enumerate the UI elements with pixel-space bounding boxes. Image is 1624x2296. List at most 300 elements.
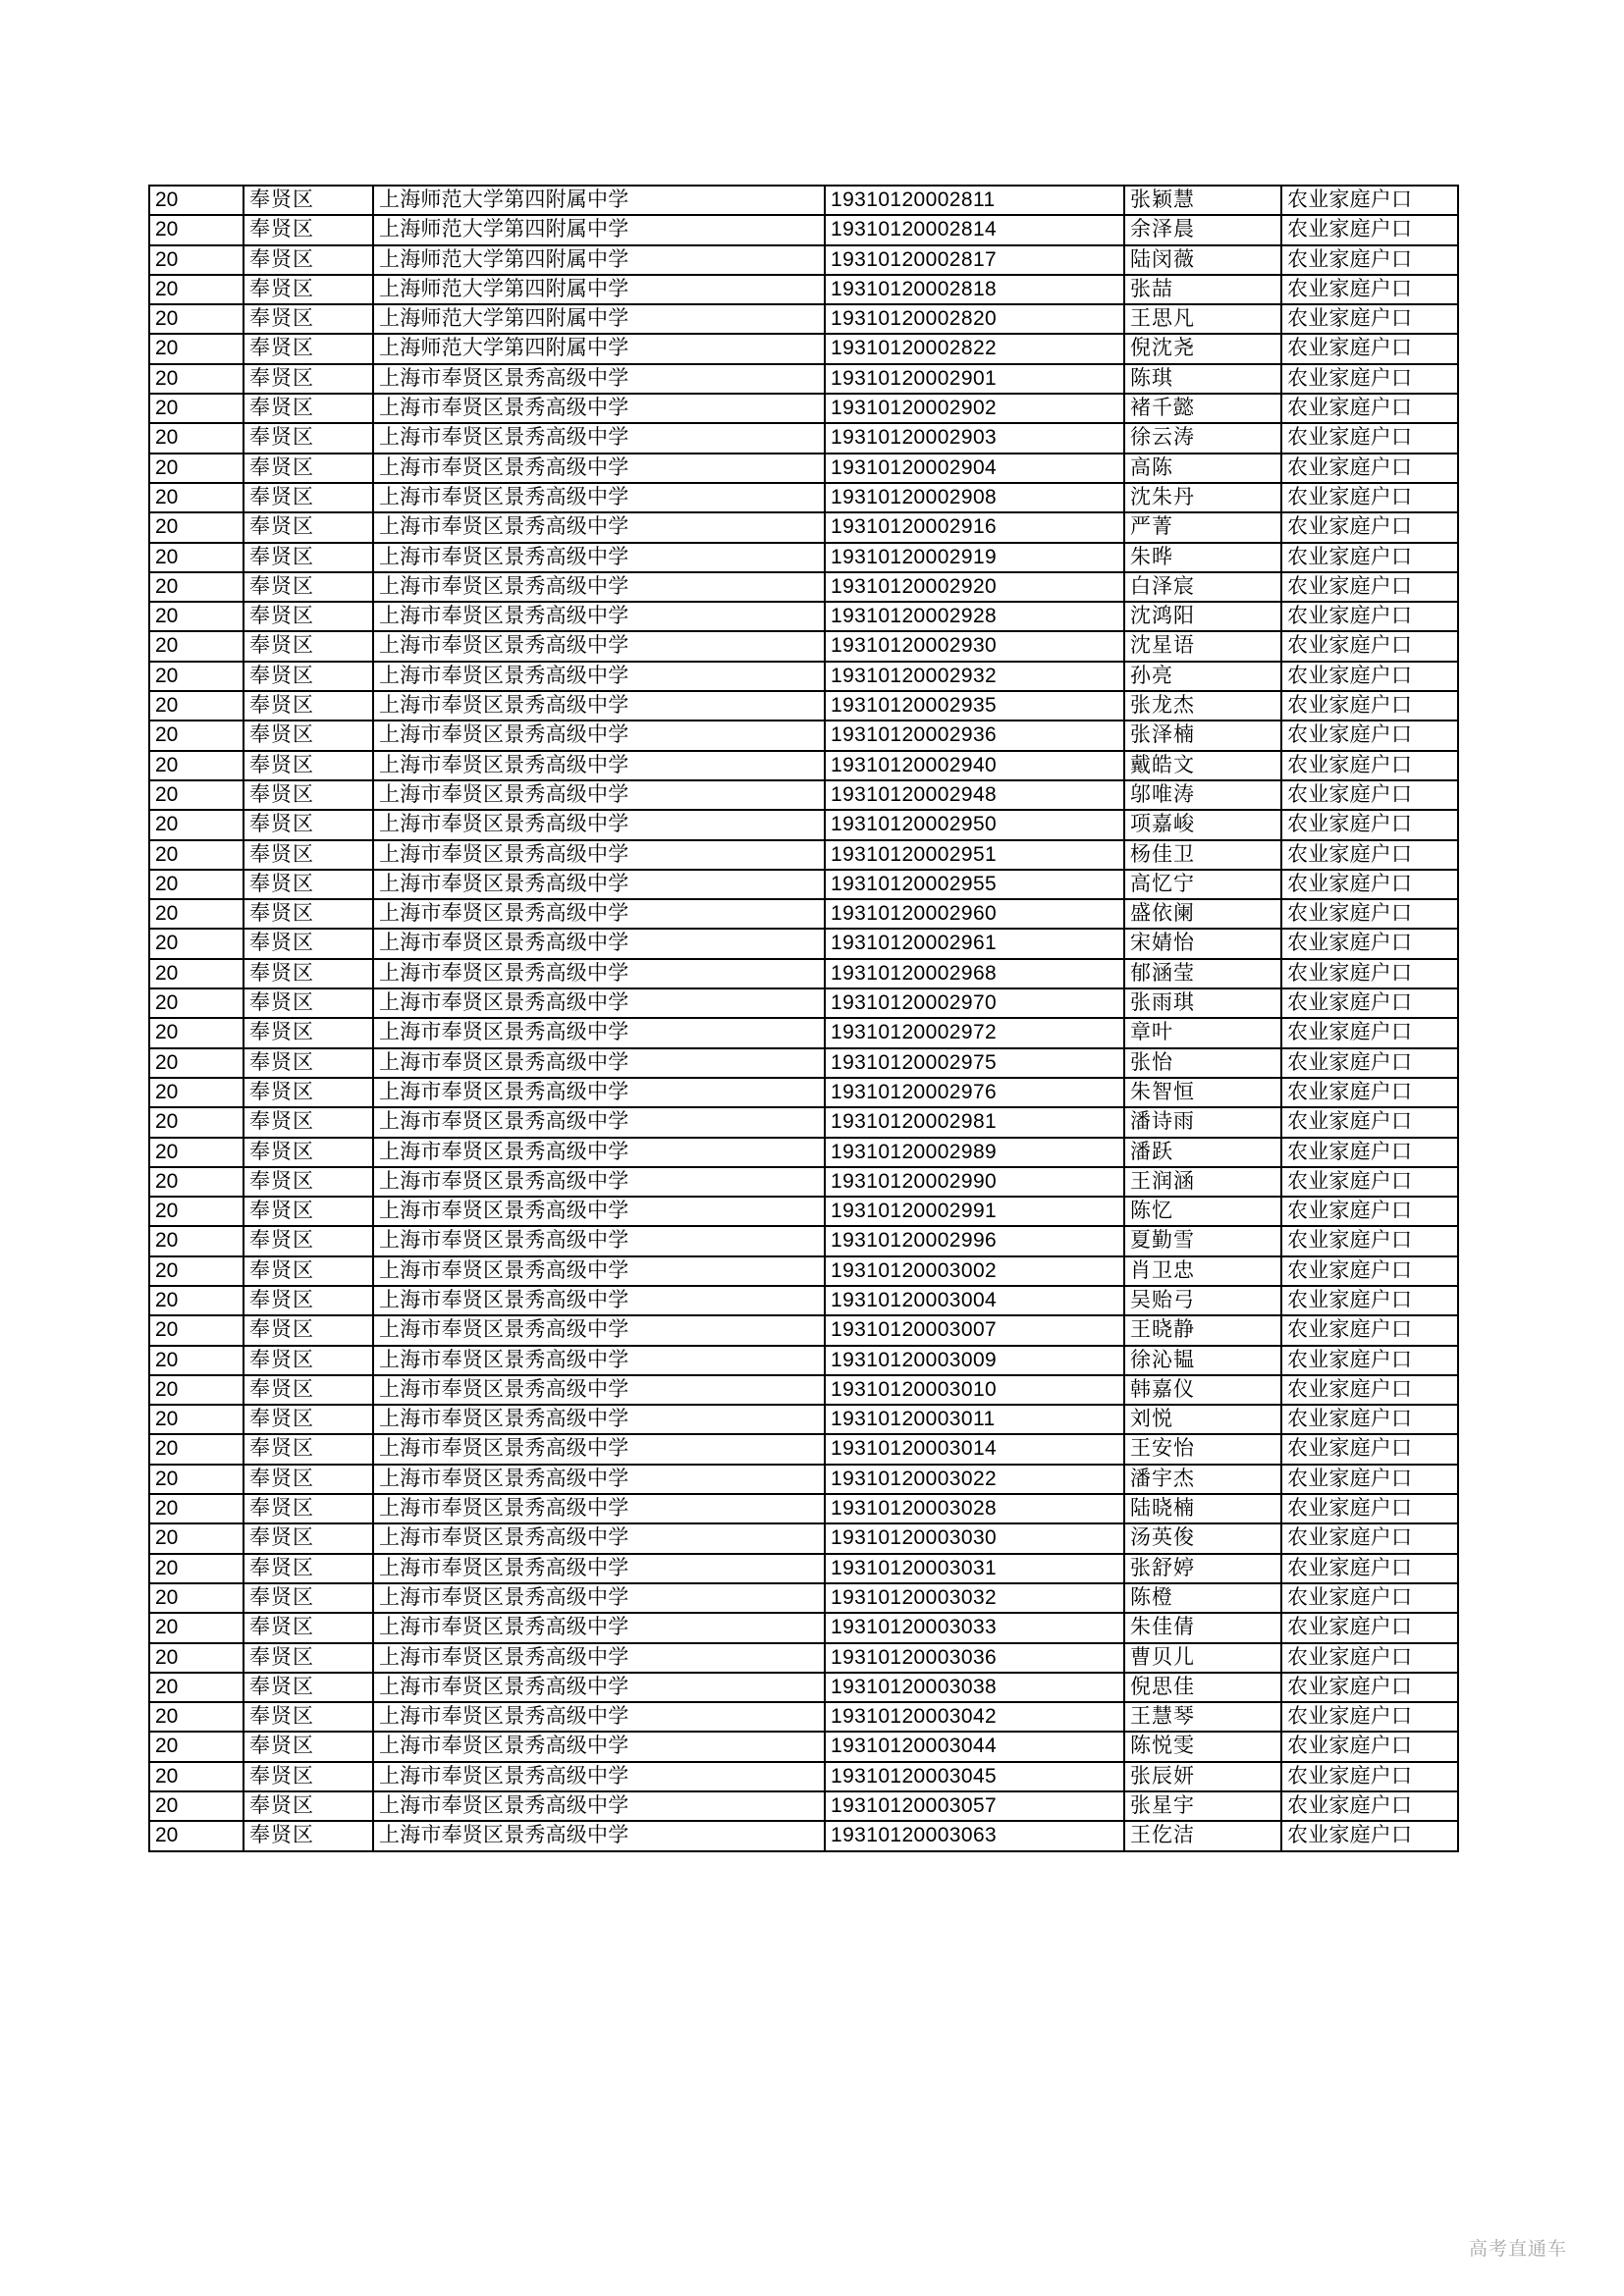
- cell-school: 上海市奉贤区景秀高级中学: [373, 1256, 825, 1286]
- cell-district: 奉贤区: [244, 394, 373, 423]
- cell-year: 20: [149, 1256, 244, 1286]
- cell-exam-number: 19310120003032: [825, 1583, 1124, 1613]
- cell-year: 20: [149, 1197, 244, 1226]
- cell-household-type: 农业家庭户口: [1281, 245, 1458, 275]
- cell-school: 上海市奉贤区景秀高级中学: [373, 631, 825, 661]
- table-row: [149, 1107, 1458, 1137]
- cell-exam-number: 19310120003063: [825, 1821, 1124, 1850]
- cell-household-type: 农业家庭户口: [1281, 1346, 1458, 1375]
- cell-school: 上海市奉贤区景秀高级中学: [373, 454, 825, 483]
- cell-name: 褚千懿: [1124, 394, 1281, 423]
- cell-exam-number: 19310120002968: [825, 959, 1124, 988]
- cell-household-type: 农业家庭户口: [1281, 929, 1458, 958]
- cell-year: 20: [149, 1375, 244, 1405]
- cell-district: 奉贤区: [244, 1732, 373, 1761]
- cell-district: 奉贤区: [244, 780, 373, 810]
- cell-exam-number: 19310120003031: [825, 1554, 1124, 1583]
- cell-district: 奉贤区: [244, 186, 373, 215]
- cell-household-type: 农业家庭户口: [1281, 543, 1458, 572]
- cell-name: 肖卫忠: [1124, 1256, 1281, 1286]
- cell-school: 上海师范大学第四附属中学: [373, 334, 825, 363]
- cell-school: 上海市奉贤区景秀高级中学: [373, 1315, 825, 1345]
- cell-exam-number: 19310120003011: [825, 1405, 1124, 1434]
- table-row: [149, 1673, 1458, 1702]
- cell-district: 奉贤区: [244, 691, 373, 721]
- cell-district: 奉贤区: [244, 543, 373, 572]
- cell-name: 张舒婷: [1124, 1554, 1281, 1583]
- cell-exam-number: 19310120002820: [825, 304, 1124, 334]
- cell-household-type: 农业家庭户口: [1281, 1018, 1458, 1047]
- cell-household-type: 农业家庭户口: [1281, 334, 1458, 363]
- cell-year: 20: [149, 1702, 244, 1732]
- cell-district: 奉贤区: [244, 275, 373, 304]
- table-row: [149, 512, 1458, 542]
- cell-school: 上海市奉贤区景秀高级中学: [373, 1078, 825, 1107]
- table-row: [149, 275, 1458, 304]
- cell-name: 潘跃: [1124, 1138, 1281, 1167]
- cell-household-type: 农业家庭户口: [1281, 780, 1458, 810]
- cell-household-type: 农业家庭户口: [1281, 1643, 1458, 1673]
- cell-household-type: 农业家庭户口: [1281, 959, 1458, 988]
- cell-district: 奉贤区: [244, 870, 373, 899]
- cell-school: 上海市奉贤区景秀高级中学: [373, 1226, 825, 1255]
- table-row: [149, 304, 1458, 334]
- table-row: [149, 1138, 1458, 1167]
- cell-year: 20: [149, 245, 244, 275]
- cell-school: 上海市奉贤区景秀高级中学: [373, 662, 825, 691]
- cell-household-type: 农业家庭户口: [1281, 721, 1458, 750]
- cell-household-type: 农业家庭户口: [1281, 483, 1458, 512]
- table-row: [149, 1018, 1458, 1047]
- cell-year: 20: [149, 721, 244, 750]
- cell-name: 盛依阑: [1124, 899, 1281, 929]
- cell-exam-number: 19310120002817: [825, 245, 1124, 275]
- cell-district: 奉贤区: [244, 602, 373, 631]
- cell-district: 奉贤区: [244, 1405, 373, 1434]
- cell-district: 奉贤区: [244, 899, 373, 929]
- cell-household-type: 农业家庭户口: [1281, 186, 1458, 215]
- cell-year: 20: [149, 423, 244, 453]
- cell-year: 20: [149, 1613, 244, 1642]
- cell-household-type: 农业家庭户口: [1281, 751, 1458, 780]
- cell-school: 上海市奉贤区景秀高级中学: [373, 1346, 825, 1375]
- cell-name: 韩嘉仪: [1124, 1375, 1281, 1405]
- cell-district: 奉贤区: [244, 1197, 373, 1226]
- cell-name: 项嘉峻: [1124, 810, 1281, 839]
- table-row: [149, 929, 1458, 958]
- cell-district: 奉贤区: [244, 304, 373, 334]
- cell-household-type: 农业家庭户口: [1281, 215, 1458, 244]
- cell-district: 奉贤区: [244, 1048, 373, 1078]
- cell-name: 陈橙: [1124, 1583, 1281, 1613]
- cell-name: 陆闵薇: [1124, 245, 1281, 275]
- cell-district: 奉贤区: [244, 662, 373, 691]
- cell-exam-number: 19310120002935: [825, 691, 1124, 721]
- cell-year: 20: [149, 1286, 244, 1315]
- cell-district: 奉贤区: [244, 1523, 373, 1553]
- cell-exam-number: 19310120003057: [825, 1791, 1124, 1821]
- cell-district: 奉贤区: [244, 1643, 373, 1673]
- cell-exam-number: 19310120002936: [825, 721, 1124, 750]
- cell-year: 20: [149, 1107, 244, 1137]
- cell-school: 上海市奉贤区景秀高级中学: [373, 1732, 825, 1761]
- cell-year: 20: [149, 1494, 244, 1523]
- table-row: [149, 1375, 1458, 1405]
- table-row: [149, 245, 1458, 275]
- cell-district: 奉贤区: [244, 215, 373, 244]
- cell-exam-number: 19310120003033: [825, 1613, 1124, 1642]
- cell-district: 奉贤区: [244, 721, 373, 750]
- cell-district: 奉贤区: [244, 1583, 373, 1613]
- cell-year: 20: [149, 691, 244, 721]
- cell-district: 奉贤区: [244, 364, 373, 394]
- cell-name: 邬唯涛: [1124, 780, 1281, 810]
- cell-household-type: 农业家庭户口: [1281, 1375, 1458, 1405]
- cell-exam-number: 19310120002996: [825, 1226, 1124, 1255]
- cell-year: 20: [149, 1138, 244, 1167]
- cell-district: 奉贤区: [244, 1434, 373, 1464]
- cell-district: 奉贤区: [244, 1702, 373, 1732]
- cell-household-type: 农业家庭户口: [1281, 1107, 1458, 1137]
- cell-district: 奉贤区: [244, 1167, 373, 1197]
- table-row: [149, 483, 1458, 512]
- cell-name: 倪沈尧: [1124, 334, 1281, 363]
- cell-district: 奉贤区: [244, 572, 373, 602]
- cell-exam-number: 19310120003009: [825, 1346, 1124, 1375]
- cell-district: 奉贤区: [244, 483, 373, 512]
- cell-household-type: 农业家庭户口: [1281, 1465, 1458, 1494]
- cell-name: 杨佳卫: [1124, 840, 1281, 870]
- cell-name: 沈鸿阳: [1124, 602, 1281, 631]
- cell-school: 上海市奉贤区景秀高级中学: [373, 572, 825, 602]
- table-row: [149, 1405, 1458, 1434]
- table-row: [149, 572, 1458, 602]
- cell-name: 章叶: [1124, 1018, 1281, 1047]
- cell-household-type: 农业家庭户口: [1281, 1821, 1458, 1850]
- cell-school: 上海市奉贤区景秀高级中学: [373, 1405, 825, 1434]
- cell-year: 20: [149, 1554, 244, 1583]
- cell-year: 20: [149, 780, 244, 810]
- cell-name: 陈琪: [1124, 364, 1281, 394]
- cell-school: 上海市奉贤区景秀高级中学: [373, 1613, 825, 1642]
- table-row: [149, 394, 1458, 423]
- cell-district: 奉贤区: [244, 840, 373, 870]
- cell-school: 上海市奉贤区景秀高级中学: [373, 1138, 825, 1167]
- cell-name: 张星宇: [1124, 1791, 1281, 1821]
- table-row: [149, 1702, 1458, 1732]
- table-row: [149, 1226, 1458, 1255]
- cell-district: 奉贤区: [244, 1315, 373, 1345]
- cell-school: 上海市奉贤区景秀高级中学: [373, 1554, 825, 1583]
- cell-name: 王润涵: [1124, 1167, 1281, 1197]
- cell-school: 上海市奉贤区景秀高级中学: [373, 483, 825, 512]
- cell-household-type: 农业家庭户口: [1281, 870, 1458, 899]
- cell-household-type: 农业家庭户口: [1281, 1315, 1458, 1345]
- cell-exam-number: 19310120002955: [825, 870, 1124, 899]
- cell-district: 奉贤区: [244, 1554, 373, 1583]
- cell-household-type: 农业家庭户口: [1281, 1405, 1458, 1434]
- cell-school: 上海市奉贤区景秀高级中学: [373, 394, 825, 423]
- cell-household-type: 农业家庭户口: [1281, 1523, 1458, 1553]
- cell-school: 上海师范大学第四附属中学: [373, 186, 825, 215]
- cell-district: 奉贤区: [244, 1226, 373, 1255]
- cell-exam-number: 19310120003002: [825, 1256, 1124, 1286]
- table-row: [149, 1613, 1458, 1642]
- cell-exam-number: 19310120002976: [825, 1078, 1124, 1107]
- cell-exam-number: 19310120002960: [825, 899, 1124, 929]
- cell-household-type: 农业家庭户口: [1281, 364, 1458, 394]
- cell-district: 奉贤区: [244, 1613, 373, 1642]
- cell-exam-number: 19310120003028: [825, 1494, 1124, 1523]
- cell-exam-number: 19310120003044: [825, 1732, 1124, 1761]
- cell-name: 高陈: [1124, 454, 1281, 483]
- cell-name: 张喆: [1124, 275, 1281, 304]
- cell-name: 朱佳倩: [1124, 1613, 1281, 1642]
- cell-school: 上海市奉贤区景秀高级中学: [373, 543, 825, 572]
- cell-year: 20: [149, 1673, 244, 1702]
- table-row: [149, 899, 1458, 929]
- cell-name: 王慧琴: [1124, 1702, 1281, 1732]
- cell-school: 上海市奉贤区景秀高级中学: [373, 870, 825, 899]
- cell-household-type: 农业家庭户口: [1281, 423, 1458, 453]
- cell-household-type: 农业家庭户口: [1281, 1613, 1458, 1642]
- cell-name: 张颖慧: [1124, 186, 1281, 215]
- cell-district: 奉贤区: [244, 1018, 373, 1047]
- cell-year: 20: [149, 899, 244, 929]
- cell-name: 朱智恒: [1124, 1078, 1281, 1107]
- cell-household-type: 农业家庭户口: [1281, 1494, 1458, 1523]
- cell-year: 20: [149, 1167, 244, 1197]
- cell-year: 20: [149, 1346, 244, 1375]
- cell-year: 20: [149, 751, 244, 780]
- cell-name: 戴皓文: [1124, 751, 1281, 780]
- cell-name: 夏勤雪: [1124, 1226, 1281, 1255]
- table-row: [149, 721, 1458, 750]
- cell-name: 吴贻弓: [1124, 1286, 1281, 1315]
- cell-name: 陈忆: [1124, 1197, 1281, 1226]
- cell-household-type: 农业家庭户口: [1281, 1732, 1458, 1761]
- cell-district: 奉贤区: [244, 423, 373, 453]
- cell-name: 张雨琪: [1124, 988, 1281, 1018]
- table-row: [149, 364, 1458, 394]
- cell-district: 奉贤区: [244, 1791, 373, 1821]
- cell-school: 上海市奉贤区景秀高级中学: [373, 1197, 825, 1226]
- cell-name: 王仡洁: [1124, 1821, 1281, 1850]
- cell-household-type: 农业家庭户口: [1281, 1256, 1458, 1286]
- table-row: [149, 543, 1458, 572]
- cell-district: 奉贤区: [244, 631, 373, 661]
- roster-table-body: [149, 186, 1458, 1851]
- cell-household-type: 农业家庭户口: [1281, 572, 1458, 602]
- cell-name: 严菁: [1124, 512, 1281, 542]
- table-row: [149, 1821, 1458, 1850]
- cell-school: 上海市奉贤区景秀高级中学: [373, 1107, 825, 1137]
- cell-year: 20: [149, 304, 244, 334]
- table-row: [149, 810, 1458, 839]
- cell-district: 奉贤区: [244, 810, 373, 839]
- cell-name: 曹贝儿: [1124, 1643, 1281, 1673]
- cell-school: 上海市奉贤区景秀高级中学: [373, 1643, 825, 1673]
- cell-household-type: 农业家庭户口: [1281, 899, 1458, 929]
- cell-school: 上海市奉贤区景秀高级中学: [373, 1583, 825, 1613]
- table-row: [149, 631, 1458, 661]
- cell-year: 20: [149, 275, 244, 304]
- cell-exam-number: 19310120003022: [825, 1465, 1124, 1494]
- cell-household-type: 农业家庭户口: [1281, 631, 1458, 661]
- cell-year: 20: [149, 1643, 244, 1673]
- cell-name: 刘悦: [1124, 1405, 1281, 1434]
- cell-district: 奉贤区: [244, 959, 373, 988]
- cell-name: 张怡: [1124, 1048, 1281, 1078]
- cell-name: 沈星语: [1124, 631, 1281, 661]
- table-row: [149, 870, 1458, 899]
- roster-table: [148, 185, 1459, 1852]
- cell-year: 20: [149, 1048, 244, 1078]
- cell-year: 20: [149, 810, 244, 839]
- table-row: [149, 1315, 1458, 1345]
- cell-exam-number: 19310120002948: [825, 780, 1124, 810]
- cell-exam-number: 19310120002904: [825, 454, 1124, 483]
- cell-household-type: 农业家庭户口: [1281, 1583, 1458, 1613]
- cell-school: 上海市奉贤区景秀高级中学: [373, 721, 825, 750]
- table-row: [149, 1583, 1458, 1613]
- table-row: [149, 840, 1458, 870]
- cell-exam-number: 19310120002972: [825, 1018, 1124, 1047]
- table-row: [149, 1762, 1458, 1791]
- cell-district: 奉贤区: [244, 512, 373, 542]
- cell-year: 20: [149, 1523, 244, 1553]
- cell-name: 张龙杰: [1124, 691, 1281, 721]
- table-row: [149, 602, 1458, 631]
- cell-exam-number: 19310120003004: [825, 1286, 1124, 1315]
- cell-year: 20: [149, 1791, 244, 1821]
- cell-district: 奉贤区: [244, 334, 373, 363]
- cell-school: 上海市奉贤区景秀高级中学: [373, 602, 825, 631]
- cell-year: 20: [149, 1018, 244, 1047]
- cell-school: 上海市奉贤区景秀高级中学: [373, 988, 825, 1018]
- table-row: [149, 1494, 1458, 1523]
- table-row: [149, 988, 1458, 1018]
- cell-name: 宋婧怡: [1124, 929, 1281, 958]
- cell-household-type: 农业家庭户口: [1281, 1138, 1458, 1167]
- cell-school: 上海市奉贤区景秀高级中学: [373, 1018, 825, 1047]
- cell-exam-number: 19310120002811: [825, 186, 1124, 215]
- table-row: [149, 454, 1458, 483]
- cell-school: 上海市奉贤区景秀高级中学: [373, 1673, 825, 1702]
- cell-district: 奉贤区: [244, 1494, 373, 1523]
- cell-year: 20: [149, 454, 244, 483]
- cell-exam-number: 19310120002940: [825, 751, 1124, 780]
- cell-school: 上海市奉贤区景秀高级中学: [373, 780, 825, 810]
- cell-exam-number: 19310120002990: [825, 1167, 1124, 1197]
- cell-year: 20: [149, 483, 244, 512]
- table-row: [149, 1346, 1458, 1375]
- cell-district: 奉贤区: [244, 1138, 373, 1167]
- table-row: [149, 186, 1458, 215]
- cell-exam-number: 19310120002930: [825, 631, 1124, 661]
- cell-year: 20: [149, 1732, 244, 1761]
- cell-year: 20: [149, 840, 244, 870]
- cell-year: 20: [149, 1583, 244, 1613]
- table-row: [149, 1465, 1458, 1494]
- table-row: [149, 691, 1458, 721]
- cell-year: 20: [149, 394, 244, 423]
- table-row: [149, 1048, 1458, 1078]
- cell-school: 上海市奉贤区景秀高级中学: [373, 1523, 825, 1553]
- table-row: [149, 215, 1458, 244]
- cell-name: 张泽楠: [1124, 721, 1281, 750]
- cell-household-type: 农业家庭户口: [1281, 1673, 1458, 1702]
- cell-name: 白泽宸: [1124, 572, 1281, 602]
- cell-name: 陆晓楠: [1124, 1494, 1281, 1523]
- table-row: [149, 1078, 1458, 1107]
- table-row: [149, 1732, 1458, 1761]
- cell-school: 上海市奉贤区景秀高级中学: [373, 364, 825, 394]
- cell-household-type: 农业家庭户口: [1281, 454, 1458, 483]
- cell-year: 20: [149, 1315, 244, 1345]
- cell-exam-number: 19310120002818: [825, 275, 1124, 304]
- cell-household-type: 农业家庭户口: [1281, 691, 1458, 721]
- cell-household-type: 农业家庭户口: [1281, 275, 1458, 304]
- cell-exam-number: 19310120003036: [825, 1643, 1124, 1673]
- cell-exam-number: 19310120002928: [825, 602, 1124, 631]
- cell-household-type: 农业家庭户口: [1281, 1226, 1458, 1255]
- cell-year: 20: [149, 988, 244, 1018]
- cell-school: 上海师范大学第四附属中学: [373, 215, 825, 244]
- cell-year: 20: [149, 1465, 244, 1494]
- cell-household-type: 农业家庭户口: [1281, 512, 1458, 542]
- cell-household-type: 农业家庭户口: [1281, 1167, 1458, 1197]
- cell-year: 20: [149, 929, 244, 958]
- table-row: [149, 1554, 1458, 1583]
- cell-name: 汤英俊: [1124, 1523, 1281, 1553]
- table-row: [149, 1791, 1458, 1821]
- cell-district: 奉贤区: [244, 1256, 373, 1286]
- cell-school: 上海师范大学第四附属中学: [373, 304, 825, 334]
- cell-year: 20: [149, 512, 244, 542]
- cell-district: 奉贤区: [244, 1375, 373, 1405]
- table-row: [149, 662, 1458, 691]
- cell-household-type: 农业家庭户口: [1281, 1702, 1458, 1732]
- cell-exam-number: 19310120002902: [825, 394, 1124, 423]
- cell-school: 上海市奉贤区景秀高级中学: [373, 1465, 825, 1494]
- cell-district: 奉贤区: [244, 1762, 373, 1791]
- cell-household-type: 农业家庭户口: [1281, 810, 1458, 839]
- cell-district: 奉贤区: [244, 929, 373, 958]
- cell-year: 20: [149, 334, 244, 363]
- cell-name: 王思凡: [1124, 304, 1281, 334]
- cell-name: 陈悦雯: [1124, 1732, 1281, 1761]
- cell-school: 上海市奉贤区景秀高级中学: [373, 691, 825, 721]
- cell-year: 20: [149, 602, 244, 631]
- cell-household-type: 农业家庭户口: [1281, 1048, 1458, 1078]
- cell-school: 上海市奉贤区景秀高级中学: [373, 1762, 825, 1791]
- cell-household-type: 农业家庭户口: [1281, 840, 1458, 870]
- cell-exam-number: 19310120002908: [825, 483, 1124, 512]
- cell-exam-number: 19310120002822: [825, 334, 1124, 363]
- cell-school: 上海市奉贤区景秀高级中学: [373, 423, 825, 453]
- cell-name: 王晓静: [1124, 1315, 1281, 1345]
- cell-name: 余泽晨: [1124, 215, 1281, 244]
- table-row: [149, 959, 1458, 988]
- cell-school: 上海市奉贤区景秀高级中学: [373, 1494, 825, 1523]
- cell-school: 上海市奉贤区景秀高级中学: [373, 1821, 825, 1850]
- cell-district: 奉贤区: [244, 1286, 373, 1315]
- cell-district: 奉贤区: [244, 751, 373, 780]
- cell-year: 20: [149, 662, 244, 691]
- watermark: 高考直通车: [1468, 2238, 1567, 2260]
- cell-exam-number: 19310120002916: [825, 512, 1124, 542]
